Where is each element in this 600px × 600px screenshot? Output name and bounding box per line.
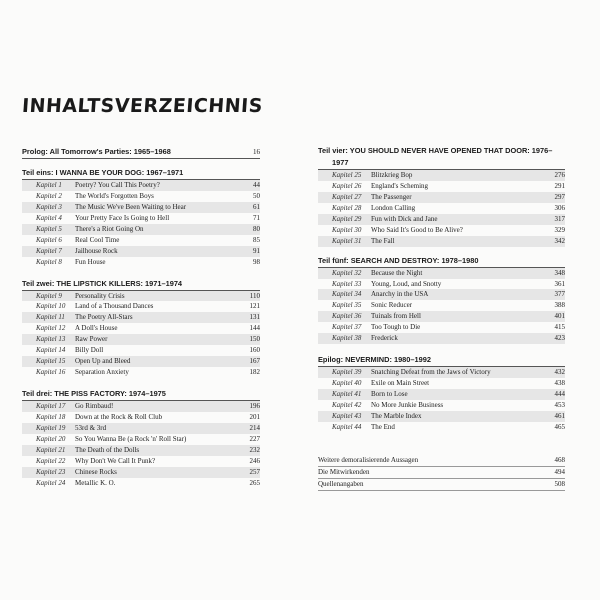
chapter-entry xyxy=(318,322,565,333)
prolog-heading xyxy=(22,146,260,159)
chapter-page: 329 xyxy=(554,225,565,234)
chapter-title: The World's Forgotten Boys xyxy=(75,191,154,200)
part-heading: Teil zwei: THE LIPSTICK KILLERS: 1971–1974 xyxy=(22,278,260,291)
chapter-title: Blitzkrieg Bop xyxy=(371,171,413,179)
chapter-title: The End xyxy=(371,422,395,431)
chapter-page: 80 xyxy=(253,224,260,233)
chapter-list xyxy=(318,367,565,433)
chapter-page: 265 xyxy=(249,478,260,487)
chapter-number: Kapitel 12 xyxy=(36,324,66,333)
chapter-title: Because the Night xyxy=(371,268,423,277)
page-title: INHALTSVERZEICHNIS xyxy=(21,95,264,117)
chapter-list xyxy=(22,291,260,379)
chapter-page: 306 xyxy=(554,203,565,212)
chapter-number: Kapitel 2 xyxy=(36,191,62,200)
chapter-title: Too Tough to Die xyxy=(371,323,421,332)
chapter-number: Kapitel 36 xyxy=(332,312,362,321)
part-heading: Teil eins: I WANNA BE YOUR DOG: 1967–1971 xyxy=(22,167,260,180)
prolog-page: 16 xyxy=(253,148,260,156)
chapter-entry xyxy=(22,323,260,334)
chapter-page: 160 xyxy=(249,346,260,355)
chapter-title: The Marble Index xyxy=(371,411,422,420)
chapter-title: Real Cool Time xyxy=(75,235,120,244)
chapter-title: Fun with Dick and Jane xyxy=(371,214,438,223)
chapter-page: 214 xyxy=(249,423,260,432)
chapter-page: 246 xyxy=(249,456,260,465)
chapter-page: 342 xyxy=(554,236,565,245)
chapter-title: Open Up and Bleed xyxy=(75,357,131,366)
chapter-number: Kapitel 8 xyxy=(36,257,62,266)
chapter-page: 85 xyxy=(253,235,260,244)
chapter-page: 377 xyxy=(554,290,565,299)
chapter-entry xyxy=(318,203,565,214)
chapter-number: Kapitel 28 xyxy=(332,203,362,212)
chapter-page: 44 xyxy=(253,181,260,189)
chapter-entry xyxy=(318,225,565,236)
chapter-page: 121 xyxy=(249,302,260,311)
chapter-title: The Fall xyxy=(371,236,395,245)
chapter-page: 432 xyxy=(554,368,565,377)
chapter-page: 232 xyxy=(249,445,260,454)
chapter-title: Snatching Defeat from the Jaws of Victory xyxy=(371,368,491,377)
chapter-page: 465 xyxy=(554,422,565,431)
chapter-entry xyxy=(318,192,565,203)
chapter-title: Down at the Rock & Roll Club xyxy=(75,412,163,421)
chapter-entry xyxy=(22,401,260,412)
chapter-entry xyxy=(318,378,565,389)
chapter-entry xyxy=(318,268,565,279)
chapter-number: Kapitel 44 xyxy=(332,422,362,431)
chapter-page: 401 xyxy=(554,312,565,321)
chapter-page: 444 xyxy=(554,390,565,398)
chapter-list xyxy=(22,180,260,268)
chapter-title: The Death of the Dolls xyxy=(75,445,140,454)
part-heading: Teil drei: THE PISS FACTORY: 1974–1975 xyxy=(22,388,260,401)
chapter-number: Kapitel 26 xyxy=(332,181,362,190)
chapter-title: Raw Power xyxy=(75,335,108,344)
back-matter-entry xyxy=(318,455,565,467)
chapter-page: 291 xyxy=(554,181,565,190)
chapter-page: 423 xyxy=(554,334,565,343)
chapter-number: Kapitel 29 xyxy=(332,214,362,223)
chapter-entry xyxy=(22,291,260,302)
chapter-number: Kapitel 34 xyxy=(332,290,362,299)
chapter-title: The Poetry All-Stars xyxy=(75,313,133,322)
chapter-number: Kapitel 23 xyxy=(36,467,66,476)
chapter-title: Tuinals from Hell xyxy=(371,312,421,321)
chapter-title: Metallic K. O. xyxy=(75,478,116,487)
chapter-entry xyxy=(318,400,565,411)
back-matter-page: 468 xyxy=(554,455,565,464)
chapter-entry xyxy=(318,214,565,225)
chapter-entry xyxy=(22,246,260,257)
chapter-entry xyxy=(22,312,260,323)
chapter-page: 196 xyxy=(249,402,260,410)
back-matter-page: 508 xyxy=(554,479,565,488)
chapter-title: Who Said It's Good to Be Alive? xyxy=(371,225,463,234)
chapter-title: A Doll's House xyxy=(75,324,118,333)
chapter-page: 201 xyxy=(249,412,260,421)
chapter-entry xyxy=(22,456,260,467)
chapter-entry xyxy=(318,236,565,247)
chapter-entry xyxy=(22,180,260,191)
chapter-number: Kapitel 9 xyxy=(36,291,62,300)
chapter-entry xyxy=(22,213,260,224)
chapter-entry xyxy=(22,301,260,312)
chapter-title: Exile on Main Street xyxy=(371,379,430,388)
chapter-title: Separation Anxiety xyxy=(75,368,129,377)
chapter-entry xyxy=(22,445,260,456)
chapter-number: Kapitel 21 xyxy=(36,445,66,454)
chapter-page: 276 xyxy=(554,171,565,179)
chapter-page: 150 xyxy=(249,335,260,344)
chapter-entry xyxy=(22,434,260,445)
chapter-entry xyxy=(22,467,260,478)
chapter-list xyxy=(22,401,260,489)
chapter-entry xyxy=(22,191,260,202)
chapter-number: Kapitel 39 xyxy=(332,368,362,377)
chapter-title: Your Pretty Face Is Going to Hell xyxy=(75,213,170,222)
chapter-number: Kapitel 24 xyxy=(36,478,66,487)
chapter-entry xyxy=(22,412,260,423)
chapter-entry xyxy=(318,389,565,400)
chapter-number: Kapitel 5 xyxy=(36,224,62,233)
chapter-entry xyxy=(318,411,565,422)
chapter-page: 71 xyxy=(253,213,260,222)
chapter-page: 317 xyxy=(554,214,565,223)
toc-left-column xyxy=(22,146,260,489)
toc-right-column xyxy=(318,145,565,491)
chapter-entry xyxy=(22,257,260,268)
chapter-entry xyxy=(22,478,260,489)
chapter-number: Kapitel 19 xyxy=(36,423,66,432)
chapter-entry xyxy=(22,356,260,367)
chapter-number: Kapitel 15 xyxy=(36,357,66,366)
chapter-title: Why Don't We Call It Punk? xyxy=(75,456,156,465)
chapter-number: Kapitel 20 xyxy=(36,434,66,443)
chapter-title: So You Wanna Be (a Rock 'n' Roll Star) xyxy=(75,434,187,443)
chapter-number: Kapitel 35 xyxy=(332,301,362,310)
chapter-list xyxy=(318,268,565,345)
chapter-entry xyxy=(318,279,565,290)
chapter-number: Kapitel 27 xyxy=(332,192,362,201)
chapter-title: The Passenger xyxy=(371,192,412,201)
chapter-number: Kapitel 30 xyxy=(332,225,362,234)
chapter-title: Go Rimbaud! xyxy=(75,402,114,410)
chapter-entry xyxy=(318,289,565,300)
chapter-title: London Calling xyxy=(371,203,416,212)
back-matter-title: Quellenangaben xyxy=(318,479,364,488)
chapter-number: Kapitel 11 xyxy=(36,313,65,322)
chapter-entry xyxy=(318,333,565,344)
back-matter-entry xyxy=(318,467,565,479)
chapter-title: The Music We've Been Waiting to Hear xyxy=(75,202,187,211)
chapter-entry xyxy=(22,224,260,235)
chapter-page: 257 xyxy=(249,467,260,476)
chapter-entry xyxy=(318,311,565,322)
back-matter-title: Weitere demoralisierende Aussagen xyxy=(318,455,419,464)
chapter-number: Kapitel 22 xyxy=(36,456,66,465)
chapter-page: 348 xyxy=(554,268,565,277)
chapter-title: 53rd & 3rd xyxy=(75,423,107,432)
chapter-page: 182 xyxy=(249,368,260,377)
part-heading: Teil vier: YOU SHOULD NEVER HAVE OPENED THAT DOOR: 1976–1977 xyxy=(318,145,565,170)
chapter-number: Kapitel 32 xyxy=(332,268,362,277)
chapter-number: Kapitel 3 xyxy=(36,202,62,211)
chapter-number: Kapitel 37 xyxy=(332,323,362,332)
chapter-page: 388 xyxy=(554,301,565,310)
chapter-number: Kapitel 17 xyxy=(36,402,66,410)
chapter-page: 144 xyxy=(249,324,260,333)
chapter-number: Kapitel 18 xyxy=(36,412,66,421)
chapter-entry xyxy=(318,367,565,378)
chapter-number: Kapitel 33 xyxy=(332,279,362,288)
chapter-page: 131 xyxy=(249,313,260,322)
chapter-page: 297 xyxy=(554,192,565,201)
chapter-number: Kapitel 4 xyxy=(36,213,62,222)
chapter-page: 110 xyxy=(249,291,260,300)
chapter-number: Kapitel 14 xyxy=(36,346,66,355)
chapter-title: No More Junkie Business xyxy=(371,400,444,409)
chapter-entry xyxy=(318,422,565,433)
chapter-title: Personality Crisis xyxy=(75,291,125,300)
chapter-entry xyxy=(318,181,565,192)
chapter-page: 461 xyxy=(554,411,565,420)
chapter-number: Kapitel 10 xyxy=(36,302,66,311)
chapter-title: Billy Doll xyxy=(75,346,104,355)
part-heading: Teil fünf: SEARCH AND DESTROY: 1978–1980 xyxy=(318,255,565,268)
chapter-title: England's Scheming xyxy=(371,181,429,190)
chapter-entry xyxy=(318,300,565,311)
chapter-number: Kapitel 41 xyxy=(332,390,362,398)
chapter-page: 98 xyxy=(253,257,260,266)
back-matter-page: 494 xyxy=(554,467,565,476)
chapter-number: Kapitel 16 xyxy=(36,368,66,377)
chapter-entry xyxy=(22,423,260,434)
chapter-number: Kapitel 13 xyxy=(36,335,66,344)
chapter-number: Kapitel 25 xyxy=(332,171,362,179)
chapter-number: Kapitel 1 xyxy=(36,181,62,189)
prolog-title: Prolog: All Tomorrow's Parties: 1965–1968 xyxy=(22,147,171,156)
chapter-title: Chinese Rocks xyxy=(75,467,117,476)
chapter-page: 91 xyxy=(253,246,260,255)
chapter-title: Poetry? You Call This Poetry? xyxy=(75,181,160,189)
chapter-title: Fun House xyxy=(75,257,106,266)
chapter-title: Anarchy in the USA xyxy=(371,290,429,299)
chapter-title: Sonic Reducer xyxy=(371,301,413,310)
chapter-number: Kapitel 7 xyxy=(36,246,62,255)
chapter-list xyxy=(318,170,565,247)
chapter-entry xyxy=(22,345,260,356)
chapter-number: Kapitel 40 xyxy=(332,379,362,388)
chapter-entry xyxy=(22,202,260,213)
chapter-entry xyxy=(22,367,260,378)
chapter-number: Kapitel 42 xyxy=(332,400,362,409)
chapter-page: 415 xyxy=(554,323,565,332)
chapter-entry xyxy=(22,334,260,345)
chapter-entry xyxy=(22,235,260,246)
back-matter-entry xyxy=(318,479,565,491)
chapter-page: 50 xyxy=(253,191,260,200)
chapter-page: 61 xyxy=(253,202,260,211)
chapter-number: Kapitel 38 xyxy=(332,334,362,343)
chapter-title: Land of a Thousand Dances xyxy=(75,302,154,311)
chapter-page: 453 xyxy=(554,400,565,409)
chapter-entry xyxy=(318,170,565,181)
part-heading: Epilog: NEVERMIND: 1980–1992 xyxy=(318,354,565,367)
chapter-number: Kapitel 31 xyxy=(332,236,362,245)
chapter-page: 167 xyxy=(249,357,260,366)
back-matter-title: Die Mitwirkenden xyxy=(318,467,370,476)
chapter-title: Frederick xyxy=(371,334,398,343)
chapter-page: 361 xyxy=(554,279,565,288)
chapter-number: Kapitel 6 xyxy=(36,235,62,244)
chapter-title: There's a Riot Going On xyxy=(75,224,144,233)
chapter-title: Born to Lose xyxy=(371,390,408,398)
back-matter-list xyxy=(318,455,565,491)
chapter-title: Young, Loud, and Snotty xyxy=(371,279,442,288)
chapter-number: Kapitel 43 xyxy=(332,411,362,420)
chapter-title: Jailhouse Rock xyxy=(75,246,118,255)
chapter-page: 438 xyxy=(554,379,565,388)
chapter-page: 227 xyxy=(249,434,260,443)
